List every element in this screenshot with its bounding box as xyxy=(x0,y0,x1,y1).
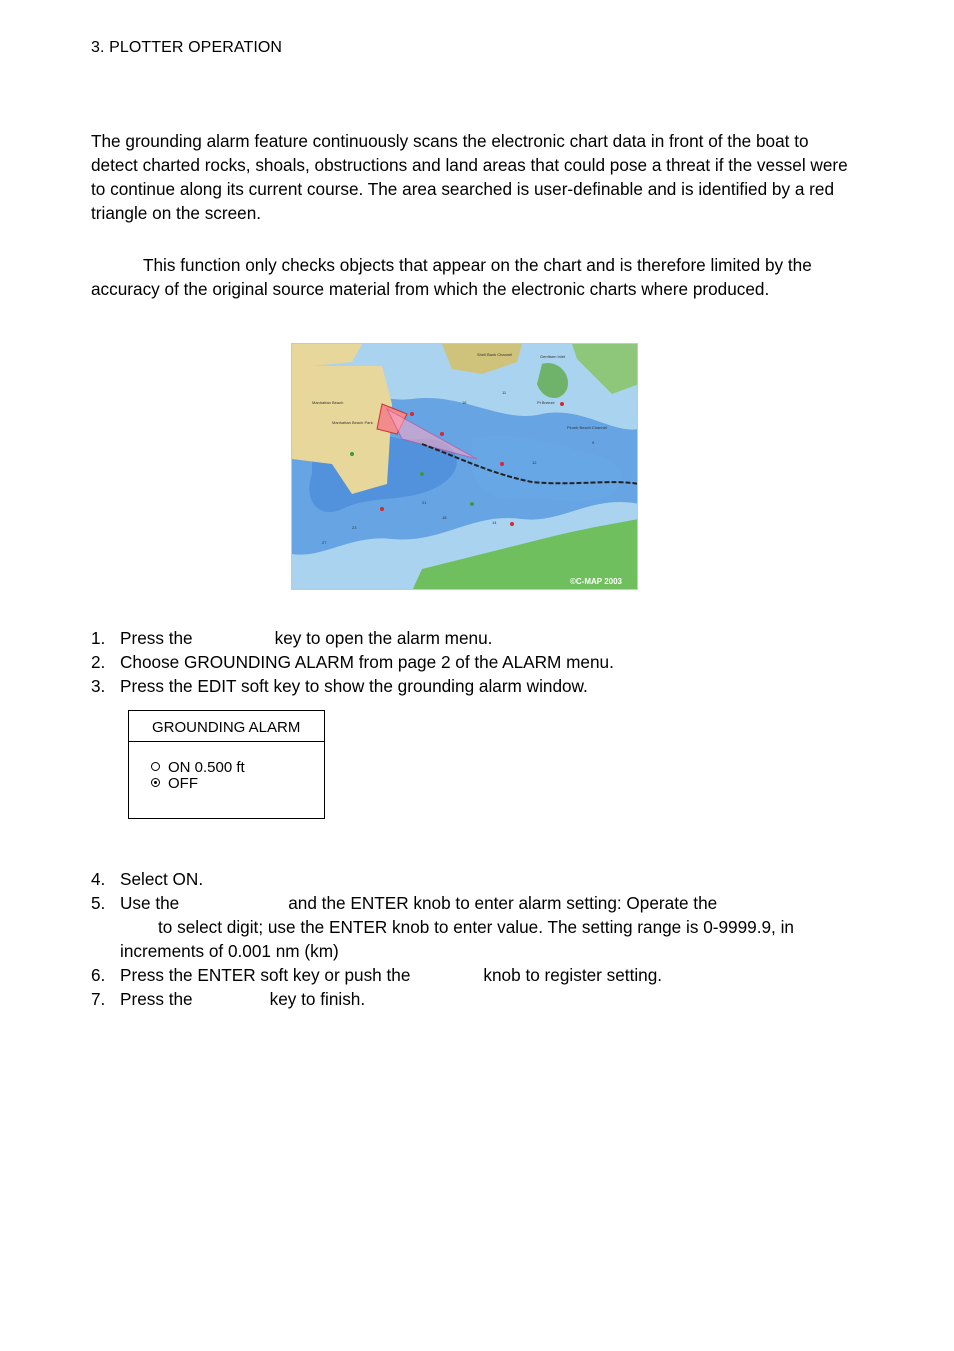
list-item: 1. Press the key to open the alarm menu. xyxy=(91,628,493,648)
svg-text:11: 11 xyxy=(502,390,507,395)
list-item: 5. Use the and the ENTER knob to enter alarm setting: Operate the to select digit; use the ENTER knob to enter value. The setting range is 0-9999.9, in increments of 0.001 nm (km) xyxy=(91,893,794,961)
steps-list-a xyxy=(91,626,851,698)
svg-text:9: 9 xyxy=(592,440,595,445)
nautical-chart-image xyxy=(292,344,638,590)
list-item: 3. Press the EDIT soft key to show the grounding alarm window. xyxy=(91,676,588,696)
chart-illustration xyxy=(291,343,638,590)
section-header: 3. PLOTTER OPERATION xyxy=(91,39,283,56)
note-paragraph xyxy=(91,253,851,301)
list-item: 2. Choose GROUNDING ALARM from page 2 of the ALARM menu. xyxy=(91,652,614,672)
grounding-alarm-window xyxy=(128,710,325,819)
note-text: This function only checks objects that appear on the chart and is therefore limited by the accuracy of the original source material from which the electronic charts where produced. xyxy=(91,255,812,299)
steps-list-b xyxy=(91,867,851,1011)
svg-text:Plumb Beach Channel: Plumb Beach Channel xyxy=(567,425,607,430)
svg-text:23: 23 xyxy=(352,525,357,530)
svg-text:14: 14 xyxy=(492,520,497,525)
chart-copyright: ©C-MAP 2003 xyxy=(570,577,622,586)
svg-text:Shell Bank Channel: Shell Bank Channel xyxy=(477,352,513,357)
list-item: 4. Select ON. xyxy=(91,869,204,889)
svg-text:Pt Breeze: Pt Breeze xyxy=(537,400,555,405)
svg-text:12: 12 xyxy=(532,460,537,465)
list-item: 7. Press the key to finish. xyxy=(91,989,366,1009)
svg-text:Manhattan Beach Park: Manhattan Beach Park xyxy=(332,420,373,425)
svg-text:Manhattan Beach: Manhattan Beach xyxy=(312,400,344,405)
svg-text:21: 21 xyxy=(422,500,427,505)
list-item: 6. Press the ENTER soft key or push the knob to register setting. xyxy=(91,965,663,985)
svg-text:27: 27 xyxy=(322,540,327,545)
dialog-title: GROUNDING ALARM xyxy=(129,711,324,742)
radio-selected-icon[interactable] xyxy=(151,778,160,787)
option-off[interactable]: OFF xyxy=(151,776,198,792)
radio-unselected-icon[interactable] xyxy=(151,762,160,771)
option-on[interactable]: ON 0.500 ft xyxy=(151,760,245,776)
svg-text:Gerritsen Inlet: Gerritsen Inlet xyxy=(540,354,566,359)
intro-paragraph: The grounding alarm feature continuously scans the electronic chart data in front of the boat to detect charted rocks, shoals, obstructions and land areas that could pose a threat if the vessel were to continue along its current course. The area searched is user-definable and is identified by a red triangle on the screen. xyxy=(91,131,848,223)
svg-text:16: 16 xyxy=(462,400,467,405)
svg-text:18: 18 xyxy=(442,515,447,520)
